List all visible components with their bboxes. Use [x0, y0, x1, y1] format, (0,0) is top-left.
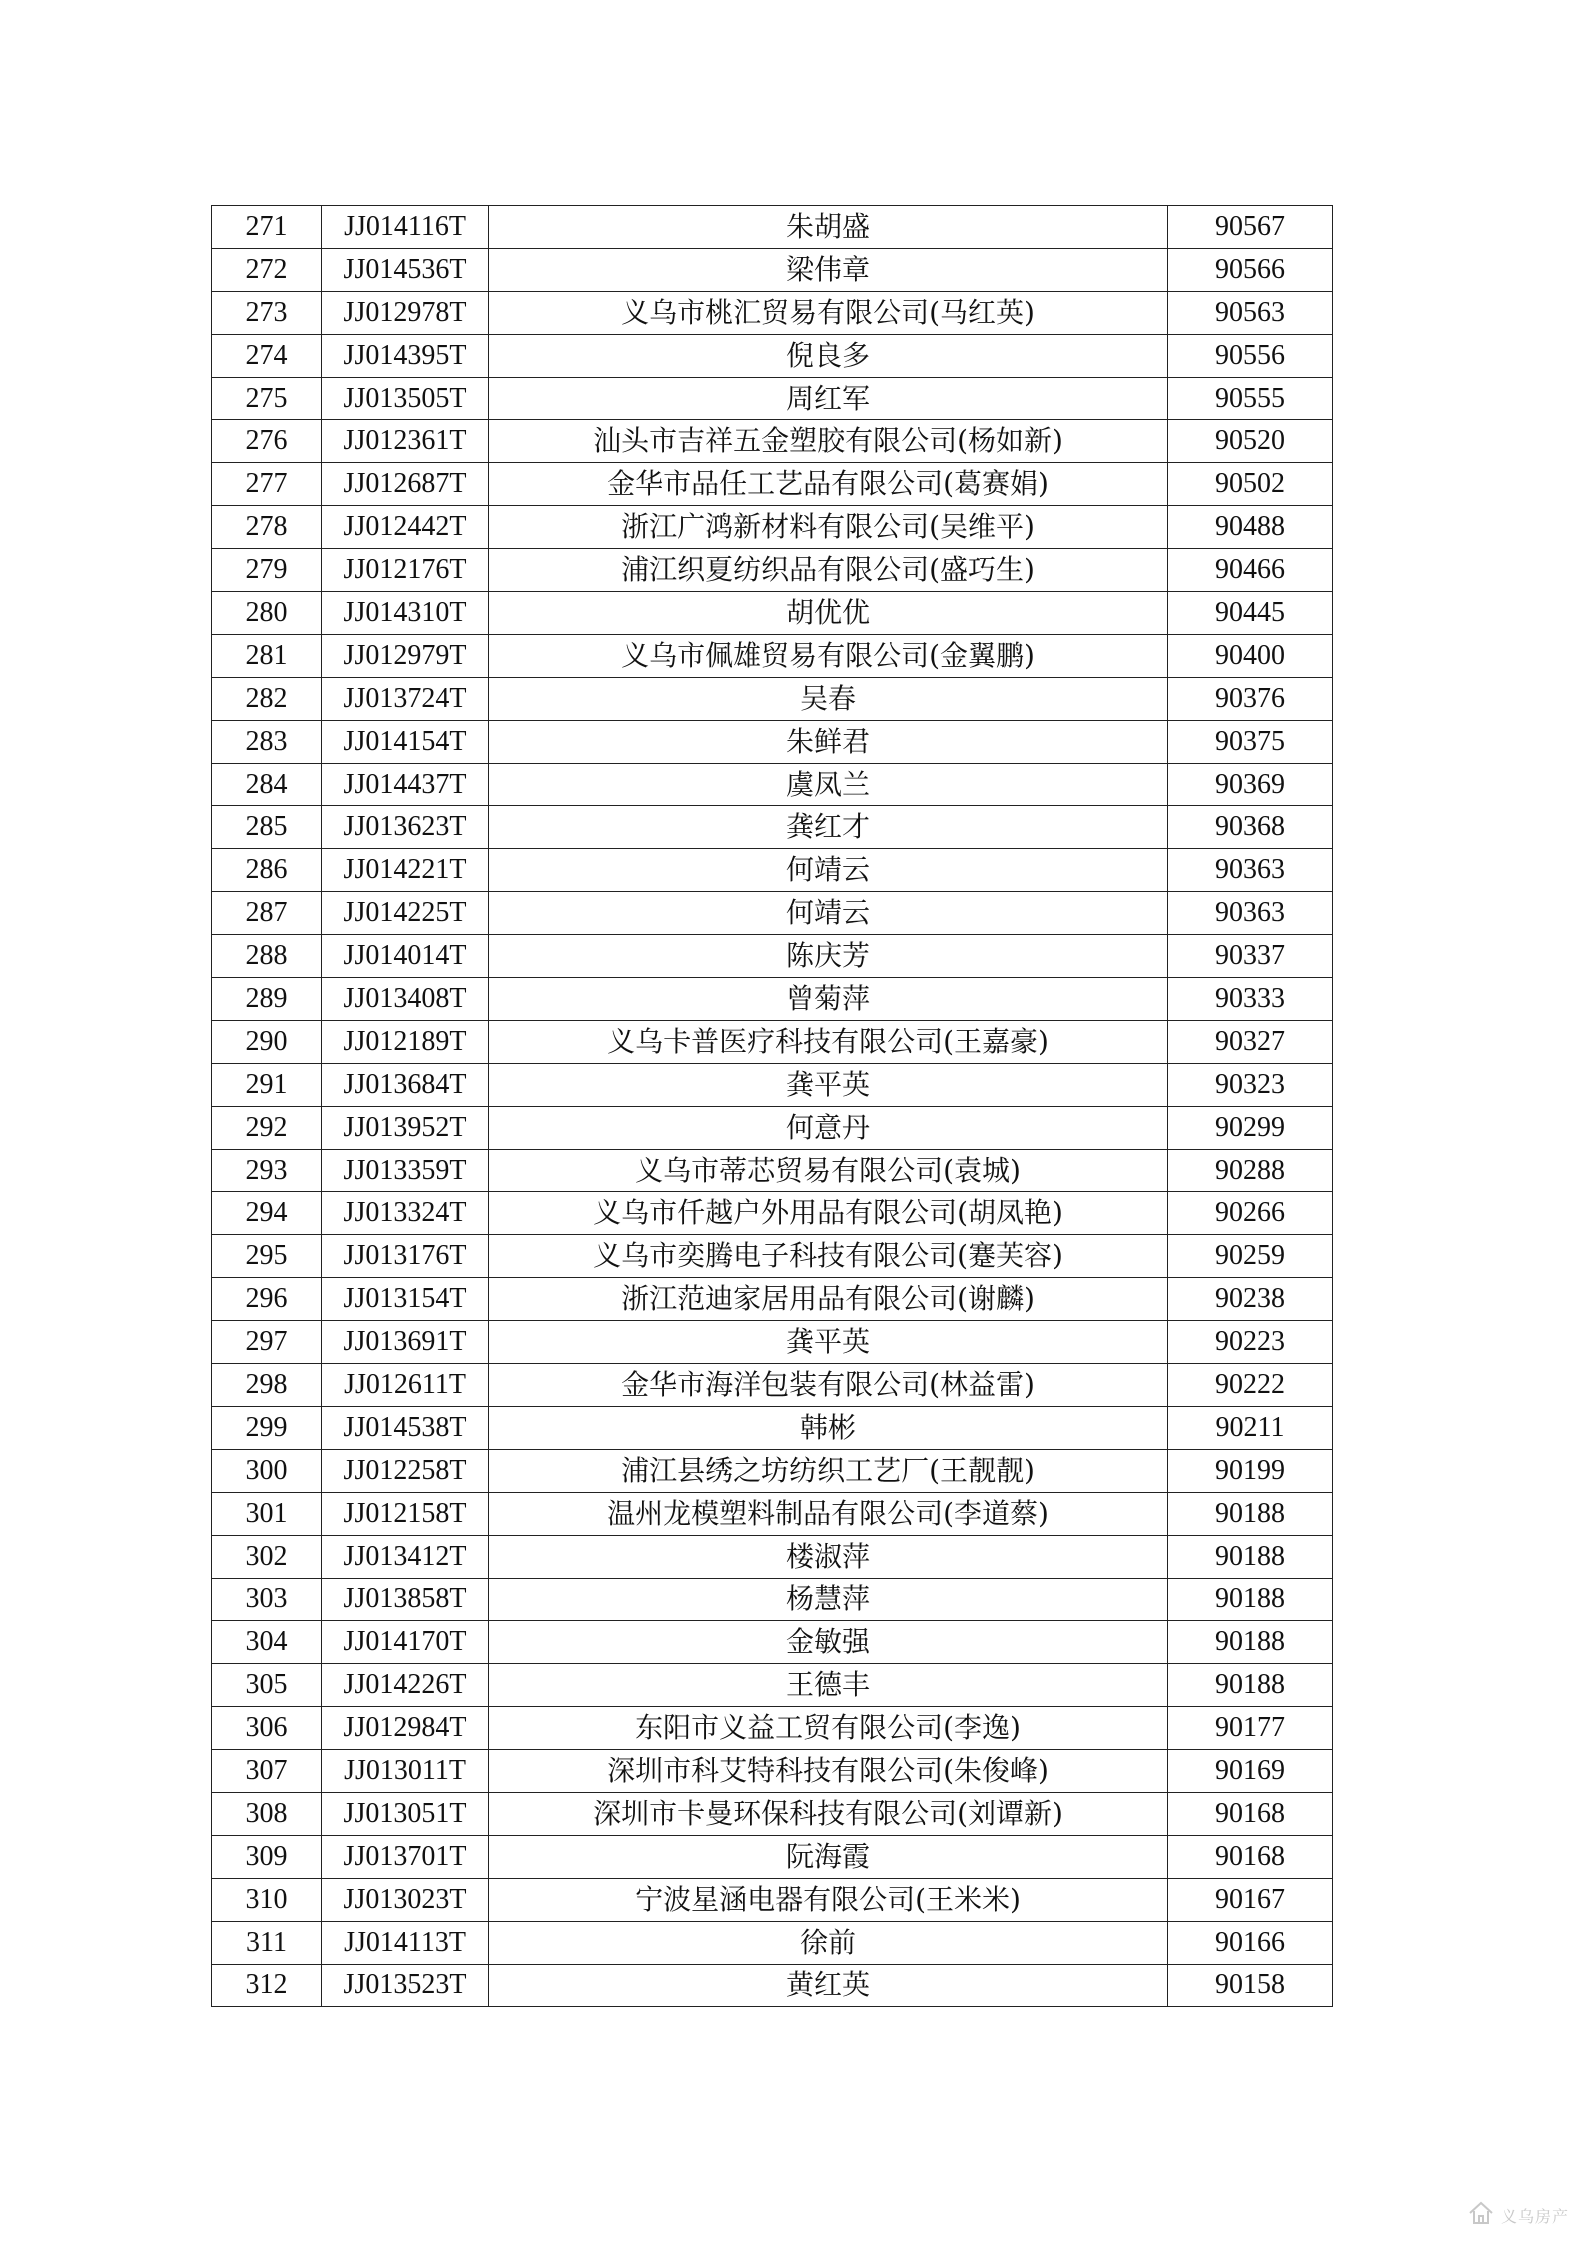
rank-cell: 276	[212, 420, 322, 463]
score-cell: 90199	[1168, 1449, 1333, 1492]
rank-cell: 281	[212, 634, 322, 677]
code-cell: JJ012189T	[322, 1020, 489, 1063]
name-cell: 金华市海洋包装有限公司(林益雷)	[489, 1364, 1168, 1407]
code-cell: JJ014014T	[322, 935, 489, 978]
name-cell: 龚平英	[489, 1063, 1168, 1106]
code-cell: JJ013324T	[322, 1192, 489, 1235]
table-row	[212, 1449, 1333, 1492]
code-cell: JJ014226T	[322, 1664, 489, 1707]
table-row	[212, 377, 1333, 420]
score-cell: 90466	[1168, 549, 1333, 592]
score-cell: 90567	[1168, 206, 1333, 249]
code-cell: JJ013505T	[322, 377, 489, 420]
rank-cell: 286	[212, 849, 322, 892]
code-cell: JJ014538T	[322, 1406, 489, 1449]
table-row	[212, 592, 1333, 635]
code-cell: JJ013051T	[322, 1792, 489, 1835]
table-row	[212, 420, 1333, 463]
table-row	[212, 1535, 1333, 1578]
score-cell: 90323	[1168, 1063, 1333, 1106]
score-cell: 90555	[1168, 377, 1333, 420]
house-icon	[1467, 2199, 1495, 2231]
score-cell: 90375	[1168, 720, 1333, 763]
name-cell: 深圳市卡曼环保科技有限公司(刘谭新)	[489, 1792, 1168, 1835]
score-cell: 90188	[1168, 1492, 1333, 1535]
name-cell: 金敏强	[489, 1621, 1168, 1664]
table-row	[212, 291, 1333, 334]
name-cell: 朱胡盛	[489, 206, 1168, 249]
name-cell: 温州龙模塑料制品有限公司(李道蔡)	[489, 1492, 1168, 1535]
code-cell: JJ013023T	[322, 1878, 489, 1921]
watermark-text: 义乌房产	[1500, 2206, 1569, 2226]
code-cell: JJ012176T	[322, 549, 489, 592]
score-cell: 90502	[1168, 463, 1333, 506]
code-cell: JJ014536T	[322, 248, 489, 291]
rank-cell: 308	[212, 1792, 322, 1835]
code-cell: JJ012687T	[322, 463, 489, 506]
table-row	[212, 334, 1333, 377]
name-cell: 虞凤兰	[489, 763, 1168, 806]
code-cell: JJ012611T	[322, 1364, 489, 1407]
score-cell: 90188	[1168, 1578, 1333, 1621]
score-cell: 90376	[1168, 677, 1333, 720]
code-cell: JJ012442T	[322, 506, 489, 549]
rank-cell: 291	[212, 1063, 322, 1106]
name-cell: 吴春	[489, 677, 1168, 720]
table-row	[212, 463, 1333, 506]
code-cell: JJ014221T	[322, 849, 489, 892]
code-cell: JJ013858T	[322, 1578, 489, 1621]
rank-cell: 311	[212, 1921, 322, 1964]
table-row	[212, 1235, 1333, 1278]
table-row	[212, 1835, 1333, 1878]
rank-cell: 297	[212, 1321, 322, 1364]
score-cell: 90177	[1168, 1707, 1333, 1750]
rank-cell: 277	[212, 463, 322, 506]
table-row	[212, 1020, 1333, 1063]
code-cell: JJ014170T	[322, 1621, 489, 1664]
score-cell: 90188	[1168, 1535, 1333, 1578]
table-row	[212, 1063, 1333, 1106]
score-cell: 90167	[1168, 1878, 1333, 1921]
name-cell: 浦江织夏纺织品有限公司(盛巧生)	[489, 549, 1168, 592]
score-cell: 90333	[1168, 978, 1333, 1021]
name-cell: 义乌卡普医疗科技有限公司(王嘉豪)	[489, 1020, 1168, 1063]
code-cell: JJ013408T	[322, 978, 489, 1021]
name-cell: 义乌市佩雄贸易有限公司(金翼鹏)	[489, 634, 1168, 677]
code-cell: JJ012361T	[322, 420, 489, 463]
table-body	[212, 206, 1333, 2007]
code-cell: JJ014154T	[322, 720, 489, 763]
name-cell: 龚红才	[489, 806, 1168, 849]
name-cell: 何靖云	[489, 849, 1168, 892]
table-row	[212, 720, 1333, 763]
score-cell: 90168	[1168, 1835, 1333, 1878]
name-cell: 义乌市桃汇贸易有限公司(马红英)	[489, 291, 1168, 334]
name-cell: 陈庆芳	[489, 935, 1168, 978]
code-cell: JJ012258T	[322, 1449, 489, 1492]
rank-cell: 309	[212, 1835, 322, 1878]
score-cell: 90566	[1168, 248, 1333, 291]
table-row	[212, 248, 1333, 291]
name-cell: 浙江广鸿新材料有限公司(吴维平)	[489, 506, 1168, 549]
name-cell: 龚平英	[489, 1321, 1168, 1364]
code-cell: JJ014437T	[322, 763, 489, 806]
name-cell: 阮海霞	[489, 1835, 1168, 1878]
rank-cell: 283	[212, 720, 322, 763]
name-cell: 义乌市蒂芯贸易有限公司(袁城)	[489, 1149, 1168, 1192]
rank-cell: 278	[212, 506, 322, 549]
table-row	[212, 549, 1333, 592]
score-cell: 90259	[1168, 1235, 1333, 1278]
code-cell: JJ013523T	[322, 1964, 489, 2007]
name-cell: 周红军	[489, 377, 1168, 420]
rank-cell: 280	[212, 592, 322, 635]
table-row	[212, 1106, 1333, 1149]
rank-cell: 279	[212, 549, 322, 592]
table-row	[212, 1707, 1333, 1750]
score-cell: 90158	[1168, 1964, 1333, 2007]
code-cell: JJ013011T	[322, 1750, 489, 1793]
rank-cell: 310	[212, 1878, 322, 1921]
table-row	[212, 1578, 1333, 1621]
table-row	[212, 506, 1333, 549]
code-cell: JJ014310T	[322, 592, 489, 635]
name-cell: 杨慧萍	[489, 1578, 1168, 1621]
rank-cell: 272	[212, 248, 322, 291]
score-cell: 90223	[1168, 1321, 1333, 1364]
code-cell: JJ013691T	[322, 1321, 489, 1364]
rank-cell: 293	[212, 1149, 322, 1192]
score-cell: 90288	[1168, 1149, 1333, 1192]
name-cell: 何靖云	[489, 892, 1168, 935]
table-row	[212, 1149, 1333, 1192]
rank-cell: 284	[212, 763, 322, 806]
code-cell: JJ013359T	[322, 1149, 489, 1192]
code-cell: JJ014113T	[322, 1921, 489, 1964]
table-row	[212, 1750, 1333, 1793]
rank-cell: 282	[212, 677, 322, 720]
table-row	[212, 1621, 1333, 1664]
name-cell: 胡优优	[489, 592, 1168, 635]
name-cell: 深圳市科艾特科技有限公司(朱俊峰)	[489, 1750, 1168, 1793]
rank-cell: 306	[212, 1707, 322, 1750]
code-cell: JJ012158T	[322, 1492, 489, 1535]
score-cell: 90520	[1168, 420, 1333, 463]
score-cell: 90168	[1168, 1792, 1333, 1835]
name-cell: 宁波星涵电器有限公司(王米米)	[489, 1878, 1168, 1921]
rank-cell: 285	[212, 806, 322, 849]
rank-cell: 290	[212, 1020, 322, 1063]
table-row	[212, 763, 1333, 806]
code-cell: JJ013412T	[322, 1535, 489, 1578]
table-row	[212, 206, 1333, 249]
name-cell: 浦江县绣之坊纺织工艺厂(王靓靓)	[489, 1449, 1168, 1492]
rank-cell: 294	[212, 1192, 322, 1235]
score-cell: 90445	[1168, 592, 1333, 635]
name-cell: 梁伟章	[489, 248, 1168, 291]
table-row	[212, 1278, 1333, 1321]
score-cell: 90400	[1168, 634, 1333, 677]
rank-cell: 302	[212, 1535, 322, 1578]
score-cell: 90166	[1168, 1921, 1333, 1964]
score-cell: 90368	[1168, 806, 1333, 849]
code-cell: JJ012984T	[322, 1707, 489, 1750]
rank-cell: 305	[212, 1664, 322, 1707]
table-row	[212, 1878, 1333, 1921]
table-row	[212, 677, 1333, 720]
name-cell: 曾菊萍	[489, 978, 1168, 1021]
name-cell: 王德丰	[489, 1664, 1168, 1707]
table-row	[212, 1921, 1333, 1964]
rank-cell: 273	[212, 291, 322, 334]
name-cell: 徐前	[489, 1921, 1168, 1964]
rank-cell: 289	[212, 978, 322, 1021]
ranking-table	[211, 205, 1333, 2007]
rank-cell: 312	[212, 1964, 322, 2007]
rank-cell: 299	[212, 1406, 322, 1449]
name-cell: 义乌市奕腾电子科技有限公司(蹇芙容)	[489, 1235, 1168, 1278]
table-row	[212, 892, 1333, 935]
score-cell: 90369	[1168, 763, 1333, 806]
name-cell: 义乌市仟越户外用品有限公司(胡凤艳)	[489, 1192, 1168, 1235]
rank-cell: 307	[212, 1750, 322, 1793]
score-cell: 90299	[1168, 1106, 1333, 1149]
score-cell: 90556	[1168, 334, 1333, 377]
score-cell: 90266	[1168, 1192, 1333, 1235]
table-row	[212, 1192, 1333, 1235]
table-row	[212, 806, 1333, 849]
score-cell: 90488	[1168, 506, 1333, 549]
table-row	[212, 1664, 1333, 1707]
rank-cell: 298	[212, 1364, 322, 1407]
rank-cell: 304	[212, 1621, 322, 1664]
code-cell: JJ012979T	[322, 634, 489, 677]
code-cell: JJ014225T	[322, 892, 489, 935]
code-cell: JJ012978T	[322, 291, 489, 334]
table-row	[212, 634, 1333, 677]
score-cell: 90169	[1168, 1750, 1333, 1793]
name-cell: 金华市品任工艺品有限公司(葛赛娟)	[489, 463, 1168, 506]
name-cell: 汕头市吉祥五金塑胶有限公司(杨如新)	[489, 420, 1168, 463]
score-cell: 90222	[1168, 1364, 1333, 1407]
code-cell: JJ013176T	[322, 1235, 489, 1278]
watermark	[1467, 2199, 1569, 2231]
table-row	[212, 1406, 1333, 1449]
rank-cell: 271	[212, 206, 322, 249]
name-cell: 朱鲜君	[489, 720, 1168, 763]
table-row	[212, 978, 1333, 1021]
score-cell: 90363	[1168, 892, 1333, 935]
table-row	[212, 849, 1333, 892]
code-cell: JJ013952T	[322, 1106, 489, 1149]
score-cell: 90337	[1168, 935, 1333, 978]
rank-cell: 288	[212, 935, 322, 978]
name-cell: 何意丹	[489, 1106, 1168, 1149]
score-cell: 90211	[1168, 1406, 1333, 1449]
name-cell: 楼淑萍	[489, 1535, 1168, 1578]
rank-cell: 274	[212, 334, 322, 377]
rank-cell: 287	[212, 892, 322, 935]
rank-cell: 295	[212, 1235, 322, 1278]
score-cell: 90238	[1168, 1278, 1333, 1321]
name-cell: 倪良多	[489, 334, 1168, 377]
table-row	[212, 935, 1333, 978]
score-cell: 90563	[1168, 291, 1333, 334]
score-cell: 90327	[1168, 1020, 1333, 1063]
table-row	[212, 1492, 1333, 1535]
code-cell: JJ013684T	[322, 1063, 489, 1106]
rank-cell: 275	[212, 377, 322, 420]
code-cell: JJ014116T	[322, 206, 489, 249]
rank-cell: 300	[212, 1449, 322, 1492]
code-cell: JJ013701T	[322, 1835, 489, 1878]
score-cell: 90188	[1168, 1664, 1333, 1707]
name-cell: 韩彬	[489, 1406, 1168, 1449]
name-cell: 黄红英	[489, 1964, 1168, 2007]
score-cell: 90363	[1168, 849, 1333, 892]
rank-cell: 292	[212, 1106, 322, 1149]
table-row	[212, 1321, 1333, 1364]
code-cell: JJ013623T	[322, 806, 489, 849]
rank-cell: 296	[212, 1278, 322, 1321]
code-cell: JJ013724T	[322, 677, 489, 720]
name-cell: 浙江范迪家居用品有限公司(谢麟)	[489, 1278, 1168, 1321]
table-row	[212, 1364, 1333, 1407]
score-cell: 90188	[1168, 1621, 1333, 1664]
name-cell: 东阳市义益工贸有限公司(李逸)	[489, 1707, 1168, 1750]
rank-cell: 301	[212, 1492, 322, 1535]
code-cell: JJ014395T	[322, 334, 489, 377]
table-row	[212, 1964, 1333, 2007]
rank-cell: 303	[212, 1578, 322, 1621]
table-row	[212, 1792, 1333, 1835]
code-cell: JJ013154T	[322, 1278, 489, 1321]
